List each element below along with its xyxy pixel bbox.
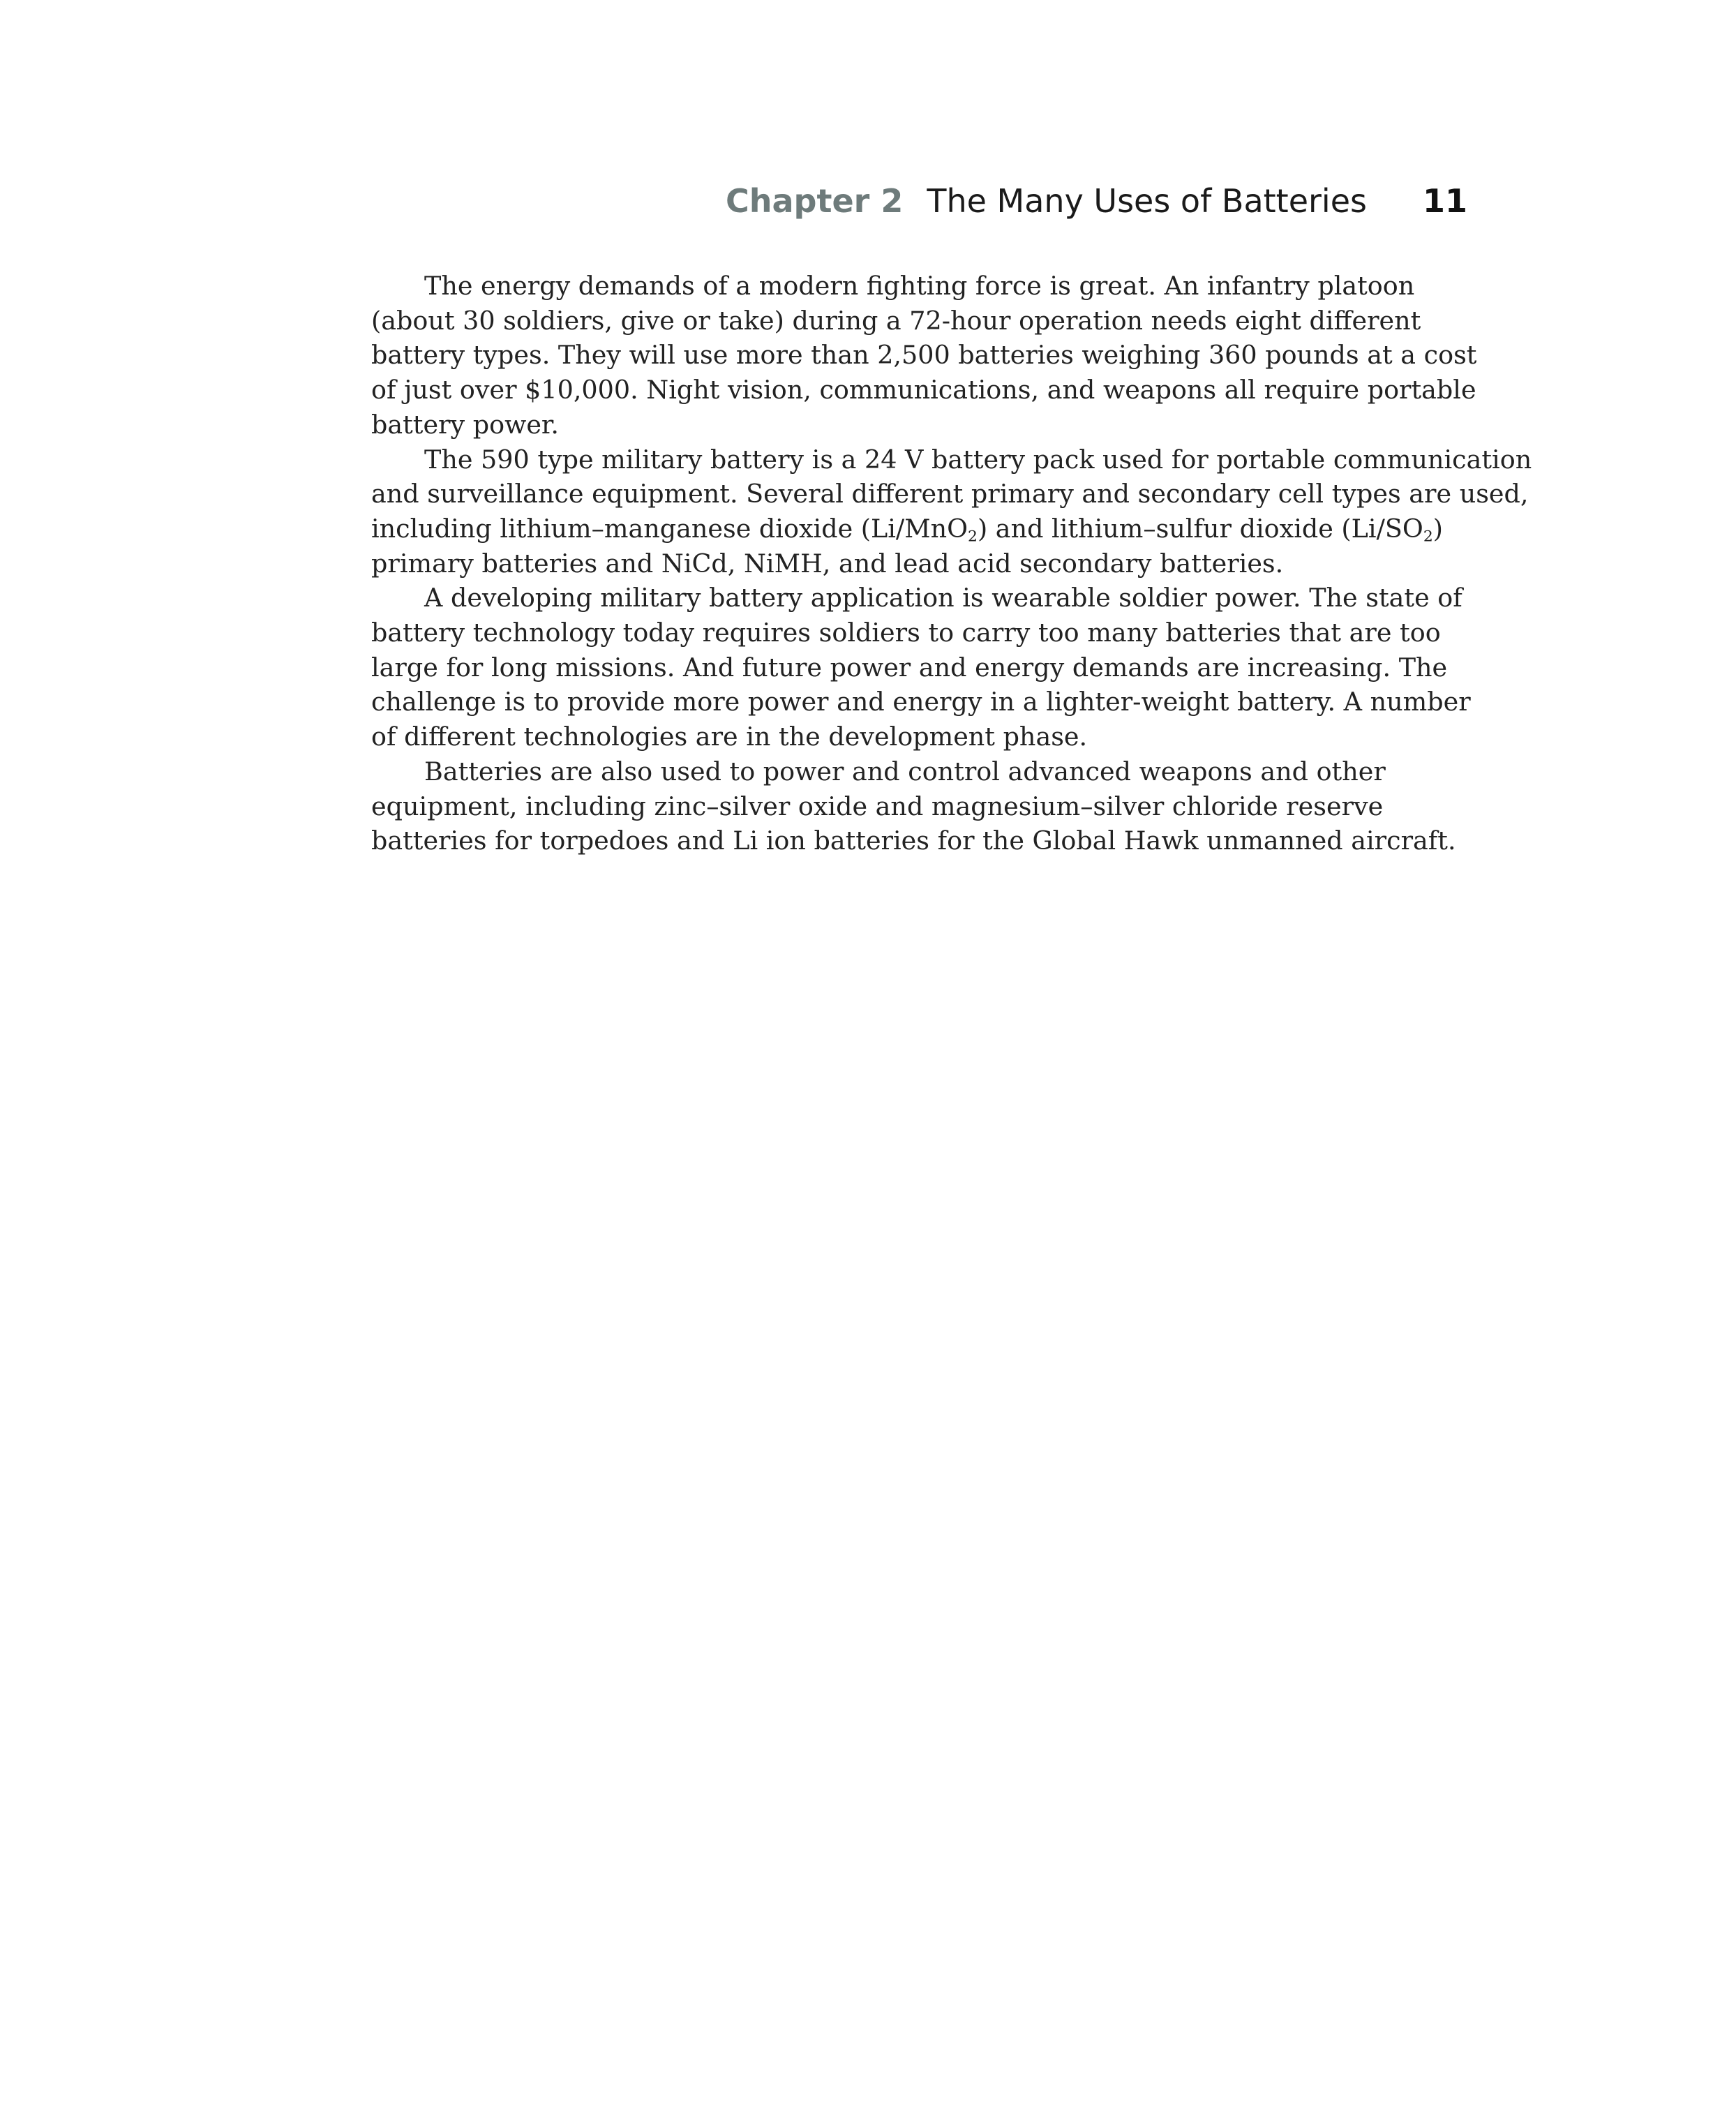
text-line: The energy demands of a modern fighting force is great. An infantry platoon	[424, 271, 1415, 301]
text-line-chemical-formulas	[371, 512, 1472, 546]
text-line: The 590 type military battery is a 24 V battery pack used for portable communication	[424, 444, 1532, 475]
paragraph-weapons	[371, 754, 1472, 858]
text-line: (about 30 soldiers, give or take) during a 72-hour operation needs eight different	[371, 305, 1421, 336]
text-line: of just over $10,000. Night vision, communications, and weapons all require portable	[371, 375, 1476, 405]
chapter-title: The Many Uses of Batteries	[927, 182, 1367, 220]
text-line: battery types. They will use more than 2,500 batteries weighing 360 pounds at a cost	[371, 340, 1477, 371]
text-line: primary batteries and NiCd, NiMH, and lead acid secondary batteries.	[371, 548, 1284, 579]
text-line: large for long missions. And future power and energy demands are increasing. The	[371, 652, 1448, 682]
text-line: battery technology today requires soldiers to carry too many batteries that are too	[371, 618, 1441, 648]
paragraph-590-battery	[371, 442, 1532, 581]
text-line: of different technologies are in the development phase.	[371, 722, 1088, 752]
paragraph-wearable-power	[371, 581, 1472, 754]
text-segment: ) and lithium–sulfur dioxide (Li/SO	[977, 513, 1423, 544]
chapter-label: Chapter 2	[725, 182, 904, 220]
subscript: 2	[1423, 528, 1433, 546]
body-text	[371, 269, 1532, 858]
text-line: Batteries are also used to power and control advanced weapons and other	[424, 756, 1386, 786]
text-line: equipment, including zinc–silver oxide and magnesium–silver chloride reserve	[371, 791, 1384, 821]
text-line: challenge is to provide more power and energy in a lighter-weight battery. A number	[371, 687, 1471, 717]
text-line: and surveillance equipment. Several different primary and secondary cell types are used,	[371, 479, 1529, 509]
subscript: 2	[968, 528, 978, 546]
text-segment: )	[1432, 513, 1443, 544]
running-head	[726, 180, 1467, 222]
page-number: 11	[1422, 182, 1467, 220]
text-segment: including lithium–manganese dioxide (Li/MnO	[371, 513, 968, 544]
text-line: A developing military battery application is wearable soldier power. The state of	[424, 583, 1462, 613]
text-line: batteries for torpedoes and Li ion batteries for the Global Hawk unmanned aircraft.	[371, 826, 1456, 856]
text-line: battery power.	[371, 409, 559, 440]
paragraph-energy-demands	[371, 269, 1477, 442]
